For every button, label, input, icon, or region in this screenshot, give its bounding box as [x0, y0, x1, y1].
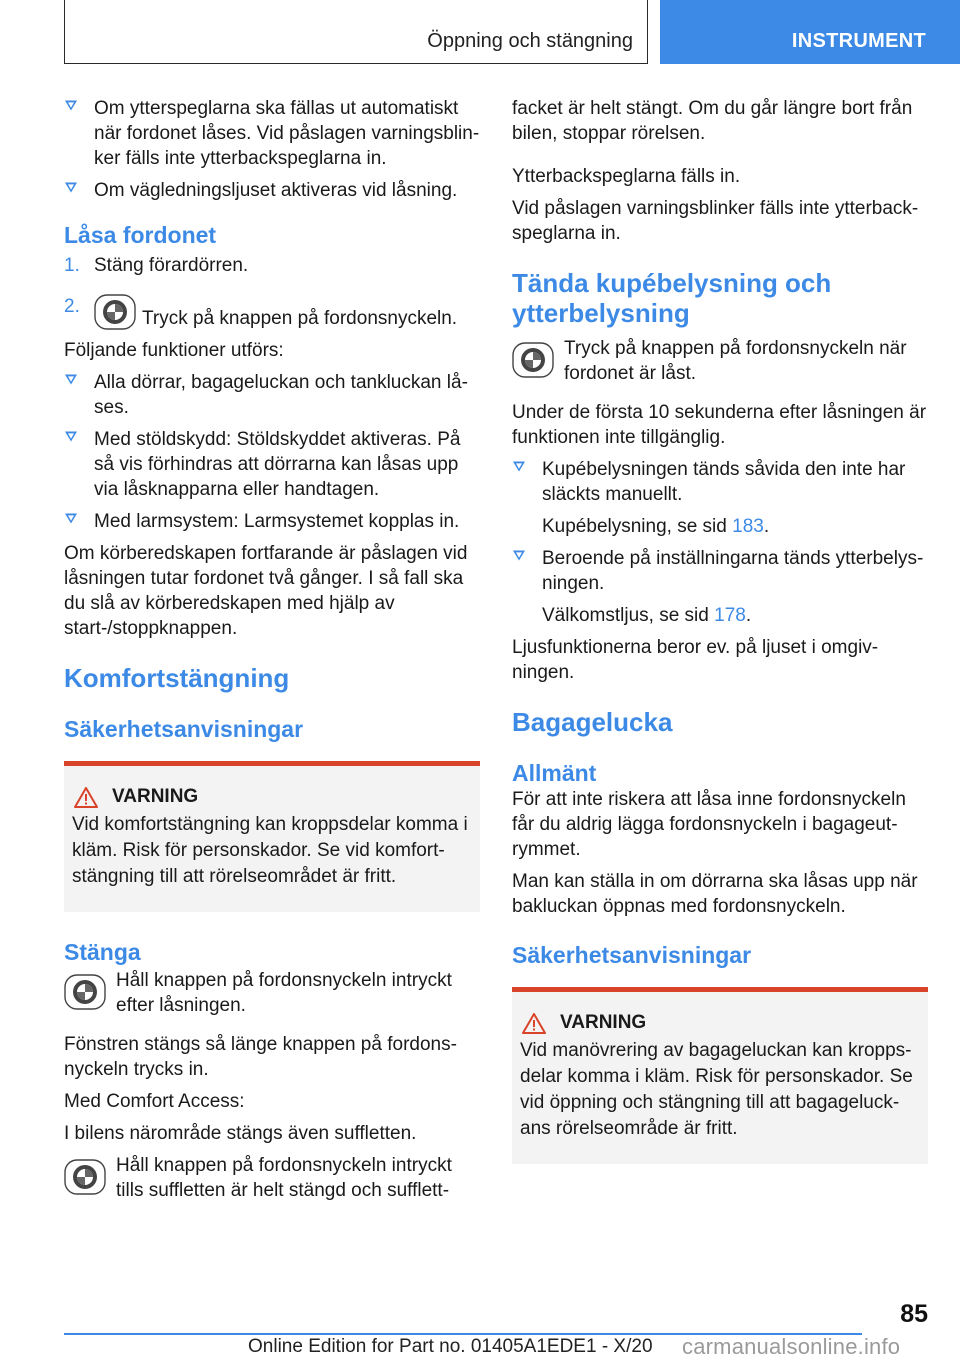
- list-item: Beroende på inställningarna tänds ytterbelys-ningen.: [512, 546, 928, 596]
- triangle-bullet-icon: [65, 183, 77, 193]
- list-item: Alla dörrar, bagageluckan och tankluckan lå-ses.: [64, 370, 480, 420]
- page-link-178[interactable]: 178: [714, 605, 746, 626]
- triangle-bullet-icon: [513, 462, 525, 472]
- header-section-title: Öppning och stängning: [427, 30, 633, 52]
- heading-lock-vehicle: Låsa fordonet: [64, 222, 217, 248]
- warning-text: Vid komfortstängning kan kroppsdelar komma i kläm. Risk för personskador. Se vid komfort-stängning till att rörelseområdet är fritt.: [72, 814, 468, 887]
- paragraph: Om körberedskapen fortfarande är påslagen vid låsningen tutar fordonet två gånger. I så fall ska du slå av körberedskapen med hjälp av start-/stoppknappen.: [64, 543, 468, 639]
- header-chapter-title: INSTRUMENT: [791, 30, 926, 52]
- footer-edition: Online Edition for Part no. 01405A1EDE1 - X/20: [248, 1336, 653, 1357]
- bmw-key-icon: [64, 974, 106, 1010]
- warning-box: [64, 761, 480, 912]
- header-section-box: [64, 0, 648, 64]
- bmw-key-icon: [94, 294, 136, 330]
- paragraph: Under de första 10 sekunderna efter låsningen är funktionen inte tillgänglig.: [512, 402, 927, 448]
- paragraph: Fönstren stängs så länge knappen på fordons-nyckeln trycks in.: [64, 1034, 457, 1080]
- paragraph: Vid påslagen varningsblinker fälls inte ytterback-speglarna in.: [512, 198, 919, 244]
- list-item: Med larmsystem: Larmsystemet kopplas in.: [64, 509, 480, 534]
- triangle-bullet-icon: [65, 101, 77, 111]
- step-item: 2. Tryck på knappen på fordonsnyckeln.: [64, 296, 458, 329]
- warning-text: Vid manövrering av bagageluckan kan kropps-delar komma i kläm. Risk för personskador. Se vid öppning och stängning till att bagageluck-ans rörelseområde är fritt.: [520, 1040, 913, 1139]
- functions-intro: Följande funktioner utförs:: [64, 340, 284, 361]
- triangle-bullet-icon: [513, 551, 525, 561]
- bmw-key-icon: [64, 1159, 106, 1195]
- paragraph: För att inte riskera att låsa inne fordonsnyckeln får du aldrig lägga fordonsnyckeln i bagageut-rymmet.: [512, 789, 906, 860]
- key-instruction: Tryck på knappen på fordonsnyckeln när fordonet är låst.: [512, 336, 928, 386]
- right-column: [512, 96, 928, 1164]
- warning-box: [512, 987, 928, 1164]
- header-chapter-tab[interactable]: [660, 0, 960, 64]
- bmw-key-icon: [512, 342, 554, 378]
- warning-label: VARNING: [112, 786, 199, 807]
- warning-header: [522, 1012, 920, 1034]
- heading-general: Allmänt: [512, 760, 597, 786]
- triangle-bullet-icon: [65, 514, 77, 524]
- warning-label: VARNING: [560, 1012, 647, 1033]
- heading-close: Stänga: [64, 939, 141, 965]
- triangle-bullet-icon: [65, 432, 77, 442]
- left-column: [64, 96, 480, 1210]
- warning-header: [74, 786, 472, 808]
- paragraph: Ytterbackspeglarna fälls in.: [512, 166, 741, 187]
- heading-comfort-closing: Komfortstängning: [64, 663, 290, 693]
- heading-safety: Säkerhetsanvisningar: [64, 716, 304, 742]
- heading-lights: Tända kupébelysning och ytterbelysning: [512, 268, 832, 328]
- page-number: 85: [900, 1300, 928, 1328]
- step-item: 1. Stäng förardörren.: [64, 255, 249, 276]
- triangle-bullet-icon: [65, 375, 77, 385]
- heading-safety: Säkerhetsanvisningar: [512, 942, 752, 968]
- watermark: carmanualsonline.info: [682, 1334, 901, 1359]
- cross-reference: Välkomstljus, se sid 178.: [542, 605, 752, 626]
- paragraph: Ljusfunktionerna beror ev. på ljuset i omgiv-ningen.: [512, 637, 879, 683]
- cross-reference: Kupébelysning, se sid 183.: [542, 516, 770, 537]
- key-instruction: Håll knappen på fordonsnyckeln intryckt tills suffletten är helt stängd och sufflett-: [64, 1153, 480, 1203]
- list-item: Med stöldskydd: Stöldskyddet aktiveras. På så vis förhindras att dörrarna kan låsas upp via låsknapparna eller handtagen.: [64, 427, 480, 502]
- key-instruction: Håll knappen på fordonsnyckeln intryckt efter låsningen.: [64, 968, 480, 1018]
- paragraph: Med Comfort Access:: [64, 1091, 245, 1112]
- list-item: Kupébelysningen tänds såvida den inte har släckts manuellt.: [512, 457, 928, 507]
- list-item: Om vägledningsljuset aktiveras vid låsning.: [64, 178, 480, 203]
- paragraph: facket är helt stängt. Om du går längre bort från bilen, stoppar rörelsen.: [512, 98, 913, 144]
- page-link-183[interactable]: 183: [732, 516, 764, 537]
- heading-trunk: Bagagelucka: [512, 707, 673, 737]
- paragraph: I bilens närområde stängs även suffletten.: [64, 1123, 417, 1144]
- warning-triangle-icon: [522, 1013, 546, 1034]
- list-item: Om ytterspeglarna ska fällas ut automatiskt när fordonet låses. Vid påslagen varningsblin-ker fälls inte ytterbackspeglarna in.: [64, 96, 480, 171]
- warning-triangle-icon: [74, 787, 98, 808]
- paragraph: Man kan ställa in om dörrarna ska låsas upp när bakluckan öppnas med fordonsnyckeln.: [512, 871, 918, 917]
